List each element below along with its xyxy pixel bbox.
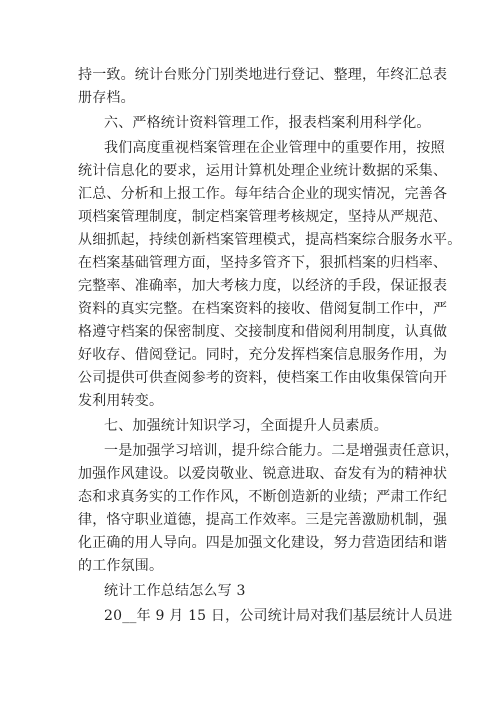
text-line: 从细抓起，持续创新档案管理模式，提高档案综合服务水平。 xyxy=(78,232,462,248)
text-line: 格遵守档案的保密制度、交接制度和借阅利用制度，认真做 xyxy=(78,324,448,340)
article-title: 统计工作总结怎么写 3 xyxy=(104,583,246,599)
text-line: 项档案管理制度，制定档案管理考核规定，坚持从严规范、 xyxy=(78,209,448,225)
text-line: 律，恪守职业道德，提高工作效率。三是完善激励机制，强 xyxy=(78,512,448,528)
text-line: 汇总、分析和上报工作。每年结合企业的现实情况，完善各 xyxy=(78,186,448,202)
text-line: 册存档。 xyxy=(78,90,135,106)
text-line: 公司提供可供查阅参考的资料，使档案工作由收集保管向开 xyxy=(78,370,448,386)
text-line: 发利用转变。 xyxy=(78,393,164,409)
text-line: 加强作风建设。以爱岗敬业、锐意进取、奋发有为的精神状 xyxy=(78,466,448,482)
section-heading: 七、加强统计知识学习，全面提升人员素质。 xyxy=(104,418,388,434)
text-line: 在档案基础管理方面，坚持多管齐下，狠抓档案的归档率、 xyxy=(78,255,448,271)
text-line: 完整率、准确率，加大考核力度，以经济的手段，保证报表 xyxy=(78,278,448,294)
text-line: 20__年 9 月 15 日，公司统计局对我们基层统计人员进 xyxy=(104,608,453,624)
text-line: 态和求真务实的工作作风，不断创造新的业绩；严肃工作纪 xyxy=(78,489,448,505)
text-line: 持一致。统计台账分门别类地进行登记、整理，年终汇总表 xyxy=(78,67,448,83)
text-line: 的工作氛围。 xyxy=(78,558,164,574)
section-heading: 六、严格统计资料管理工作，报表档案利用科学化。 xyxy=(104,115,431,131)
text-line: 一是加强学习培训，提升综合能力。二是增强责任意识， xyxy=(104,443,459,459)
text-line: 好收存、借阅登记。同时，充分发挥档案信息服务作用，为 xyxy=(78,347,448,363)
text-line: 统计信息化的要求，运用计算机处理企业统计数据的采集、 xyxy=(78,163,448,179)
text-line: 化正确的用人导向。四是加强文化建设，努力营造团结和谐 xyxy=(78,535,448,551)
text-line: 我们高度重视档案管理在企业管理中的重要作用，按照 xyxy=(104,140,445,156)
text-line: 资料的真实完整。在档案资料的接收、借阅复制工作中，严 xyxy=(78,301,448,317)
